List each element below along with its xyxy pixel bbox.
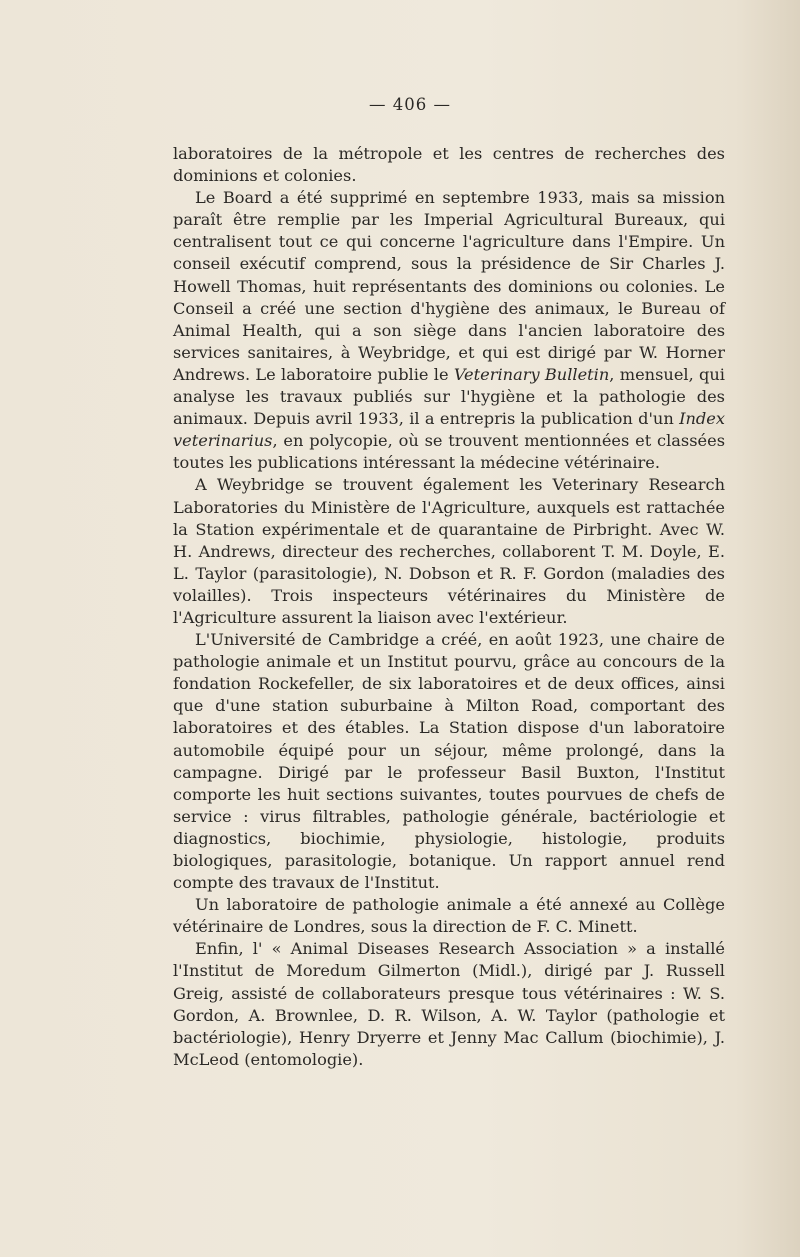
text-run: Un laboratoire de pathologie animale a été annexé au Collège vétérinaire de Londres, sous la direction de F. C. Minett. [173, 895, 725, 937]
page-number: — 406 — [369, 95, 451, 114]
paragraph [173, 894, 725, 938]
paragraph [173, 143, 725, 187]
text-run: Le Board a été supprimé en septembre 1933, mais sa mission paraît être remplie par les Imperial Agricultural Bureaux, qui centralisent tout ce qui concerne l'agriculture dans l'Empire. Un conseil exécutif comprend, sous la présidence de Sir Charles J. Howell Thomas, huit représentants des dominions ou colonies. Le Conseil a créé une section d'hygiène des animaux, le Bureau of Animal Health, qui a son siège dans l'ancien laboratoire des services sanitaires, à Weybridge, et qui est dirigé par W. Horner Andrews. Le laboratoire publie le [173, 188, 725, 384]
body-text [173, 143, 725, 1071]
paragraph [173, 474, 725, 629]
paragraph [173, 187, 725, 474]
text-run: laboratoires de la métropole et les centres de recherches des dominions et colonies. [173, 144, 725, 186]
paragraph [173, 629, 725, 894]
italic-title: Index veterinarius [173, 409, 725, 451]
text-run: L'Université de Cambridge a créé, en août 1923, une chaire de pathologie animale et un Institut pourvu, grâce au concours de la fondation Rockefeller, de six laboratoires et de deux offices, ainsi que d'une station suburbaine à Milton Road, comportant des laboratoires et des étables. La Station dispose d'un laboratoire automobile équipé pour un séjour, même prolongé, dans la campagne. Dirigé par le professeur Basil Buxton, l'Institut comporte les huit sections suivantes, toutes pourvues de chefs de service : virus filtrables, pathologie générale, bactériologie et diagnostics, biochimie, physiologie, histologie, produits biologiques, parasitologie, botanique. Un rapport annuel rend compte des travaux de l'Institut. [173, 630, 725, 893]
text-run: , en polycopie, où se trouvent mentionnées et classées toutes les publications intéressant la médecine vétérinaire. [173, 431, 725, 473]
paragraph [173, 938, 725, 1071]
italic-title: Veterinary Bulletin [453, 364, 610, 384]
text-run: , mensuel, qui analyse les travaux publiés sur l'hygiène et la pathologie des animaux. Depuis avril 1933, il a entrepris la publication d'un [173, 364, 725, 429]
text-run: Enfin, l' « Animal Diseases Research Association » a installé l'Institut de Moredum Gilmerton (Midl.), dirigé par J. Russell Greig, assisté de collaborateurs presque tous vétérinaires : W. S. Gordon, A. Brownlee, D. R. Wilson, A. W. Taylor (pathologie et bactériologie), Henry Dryerre et Jenny Mac Callum (biochimie), J. McLeod (entomologie). [173, 939, 725, 1069]
text-run: A Weybridge se trouvent également les Veterinary Research Laboratories du Ministère de l'Agriculture, auxquels est rattachée la Station expérimentale et de quarantaine de Pirbright. Avec W. H. Andrews, directeur des recherches, collaborent T. M. Doyle, E. L. Taylor (parasitologie), N. Dobson et R. F. Gordon (maladies des volailles). Trois inspecteurs vétérinaires du Ministère de l'Agriculture assurent la liaison avec l'extérieur. [173, 475, 725, 627]
